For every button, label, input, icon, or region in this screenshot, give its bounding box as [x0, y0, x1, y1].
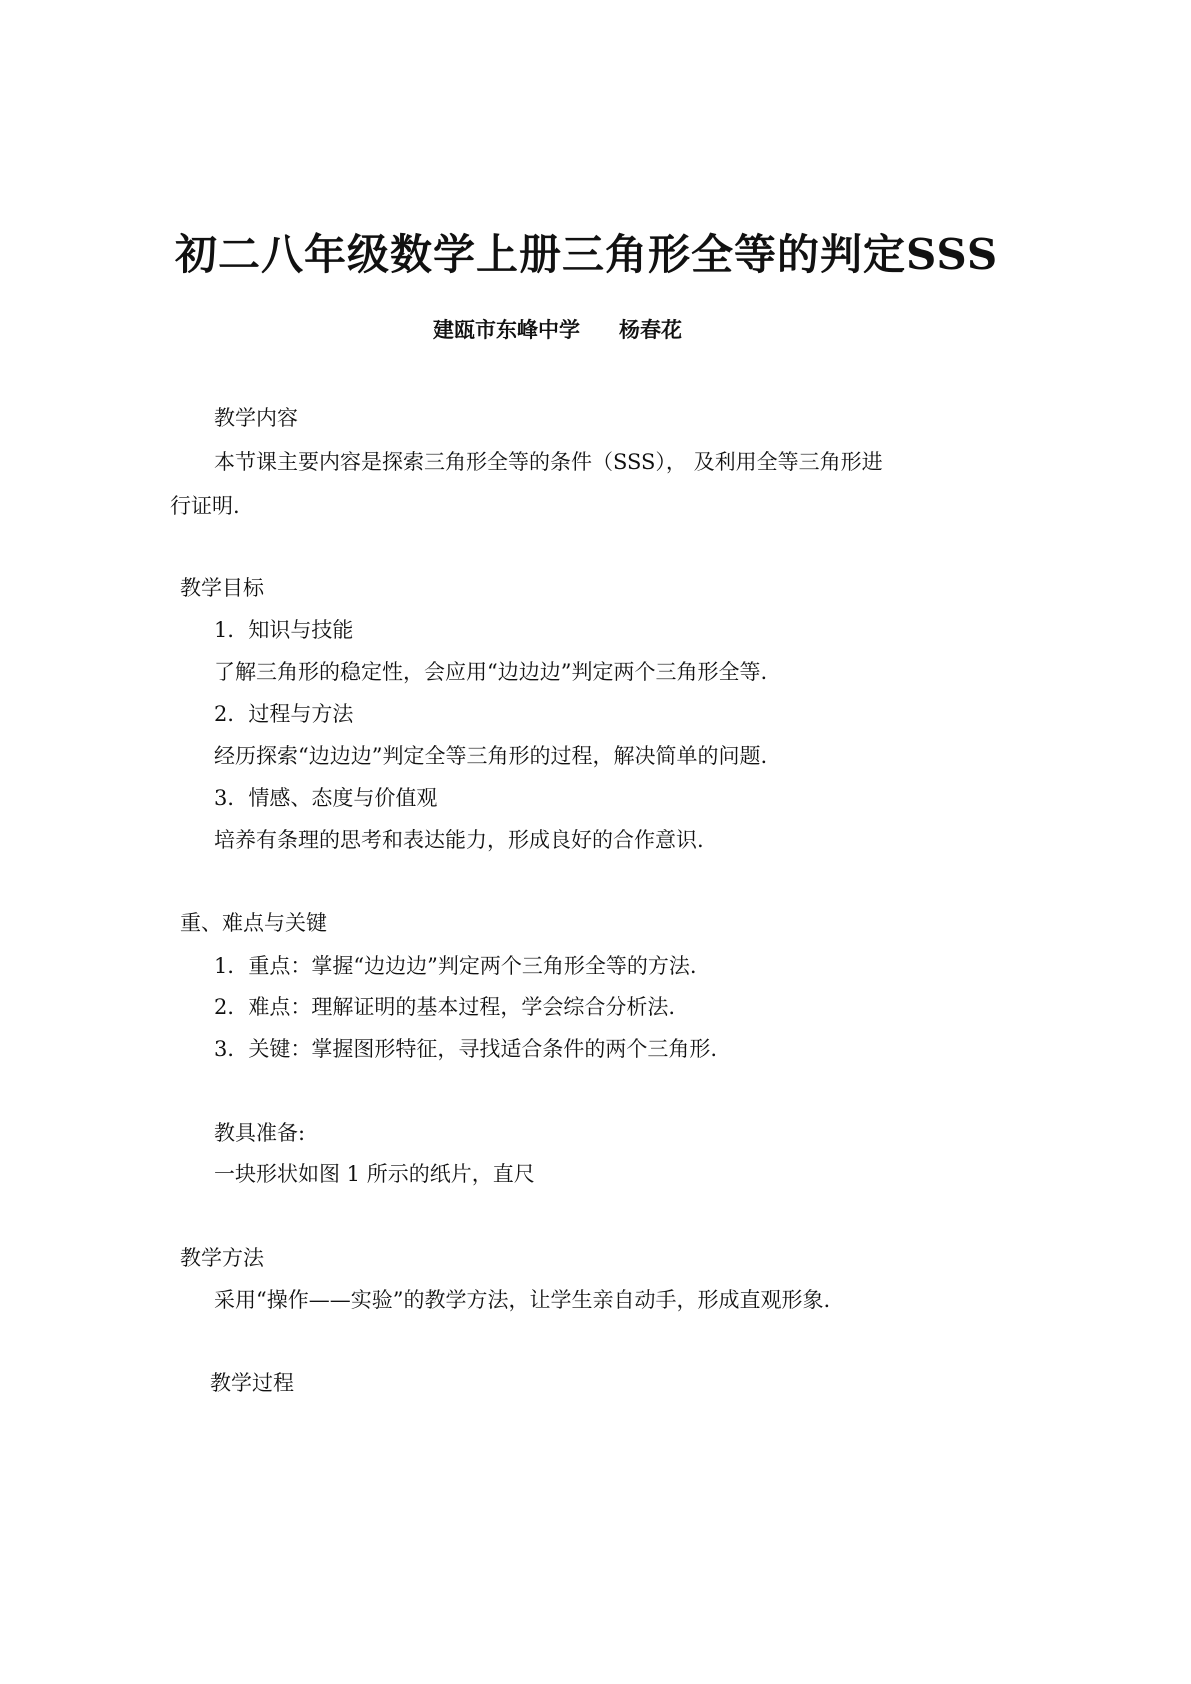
school-name: 建瓯市东峰中学: [433, 317, 580, 342]
key-point-1: 1．重点：掌握“边边边”判定两个三角形全等的方法.: [214, 954, 697, 978]
objectives-heading: 教学目标: [180, 576, 264, 600]
author-name: 杨春花: [619, 317, 682, 342]
content-paragraph-line1: 本节课主要内容是探索三角形全等的条件（SSS）， 及利用全等三角形进: [214, 450, 883, 474]
objective-text-2: 经历探索“边边边”判定全等三角形的过程，解决简单的问题.: [214, 744, 768, 768]
key-points-heading: 重、难点与关键: [180, 911, 327, 935]
content-heading: 教学内容: [214, 406, 298, 430]
method-heading: 教学方法: [180, 1246, 264, 1270]
content-paragraph-line2: 行证明.: [170, 494, 240, 518]
tools-text: 一块形状如图 1 所示的纸片，直尺: [214, 1162, 535, 1186]
process-heading: 教学过程: [210, 1371, 294, 1395]
objective-text-3: 培养有条理的思考和表达能力，形成良好的合作意识.: [214, 828, 704, 852]
key-point-2: 2．难点：理解证明的基本过程，学会综合分析法.: [214, 995, 676, 1019]
tools-heading: 教具准备:: [214, 1121, 306, 1145]
objective-label-3: 3．情感、态度与价值观: [214, 786, 438, 810]
objective-text-1: 了解三角形的稳定性，会应用“边边边”判定两个三角形全等.: [214, 660, 768, 684]
key-point-3: 3．关键：掌握图形特征，寻找适合条件的两个三角形.: [214, 1037, 718, 1061]
document-title: 初二八年级数学上册三角形全等的判定SSS: [175, 230, 999, 279]
objective-label-1: 1．知识与技能: [214, 618, 354, 642]
method-text: 采用“操作——实验”的教学方法，让学生亲自动手，形成直观形象.: [214, 1288, 831, 1312]
objective-label-2: 2．过程与方法: [214, 702, 354, 726]
